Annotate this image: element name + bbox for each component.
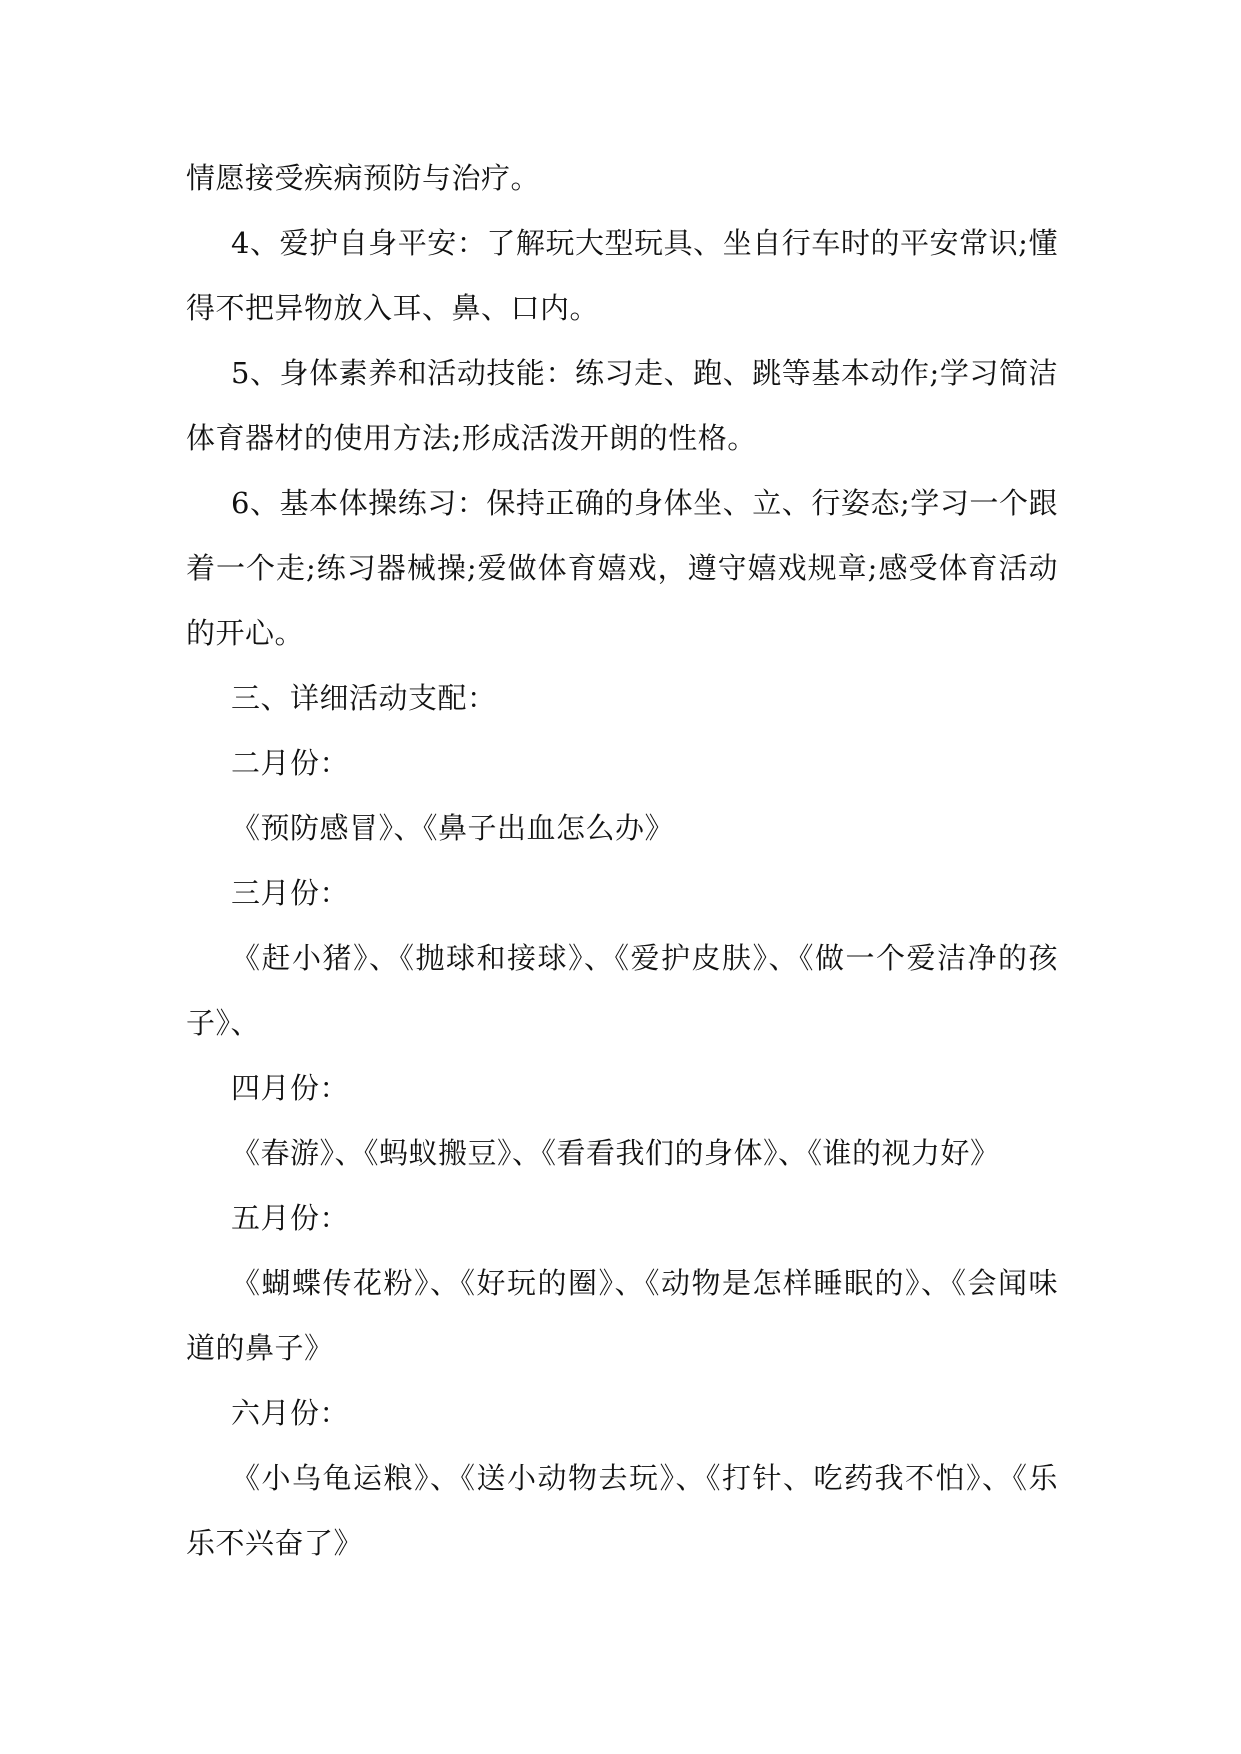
paragraph-item-4-safety: 4、爱护自身平安：了解玩大型玩具、坐自行车时的平安常识;懂得不把异物放入耳、鼻、口内。: [186, 226, 1058, 325]
month-activities-february: 《预防感冒》、《鼻子出血怎么办》: [231, 811, 675, 845]
month-heading-february: 二月份：: [231, 746, 350, 780]
document-body: [186, 146, 1058, 1576]
month-activities-june: 《小乌龟运粮》、《送小动物去玩》、《打针、吃药我不怕》、《乐乐不兴奋了》: [186, 1461, 1058, 1560]
month-heading-may: 五月份：: [231, 1201, 350, 1235]
month-activities-april: 《春游》、《蚂蚁搬豆》、《看看我们的身体》、《谁的视力好》: [231, 1136, 1000, 1170]
paragraph-item-6-gymnastics: 6、基本体操练习：保持正确的身体坐、立、行姿态;学习一个跟着一个走;练习器械操;爱做体育嬉戏，遵守嬉戏规章;感受体育活动的开心。: [186, 486, 1058, 650]
paragraph-continuation: 情愿接受疾病预防与治疗。: [186, 161, 541, 195]
paragraph-item-5-skills: 5、身体素养和活动技能：练习走、跑、跳等基本动作;学习简洁体育器材的使用方法;形成活泼开朗的性格。: [186, 356, 1058, 455]
month-heading-april: 四月份：: [231, 1071, 350, 1105]
month-heading-june: 六月份：: [231, 1396, 350, 1430]
month-heading-march: 三月份：: [231, 876, 350, 910]
month-activities-march: 《赶小猪》、《抛球和接球》、《爱护皮肤》、《做一个爱洁净的孩子》、: [186, 941, 1058, 1040]
month-activities-may: 《蝴蝶传花粉》、《好玩的圈》、《动物是怎样睡眠的》、《会闻味道的鼻子》: [186, 1266, 1058, 1365]
section-heading-activities: 三、详细活动支配：: [231, 681, 497, 715]
